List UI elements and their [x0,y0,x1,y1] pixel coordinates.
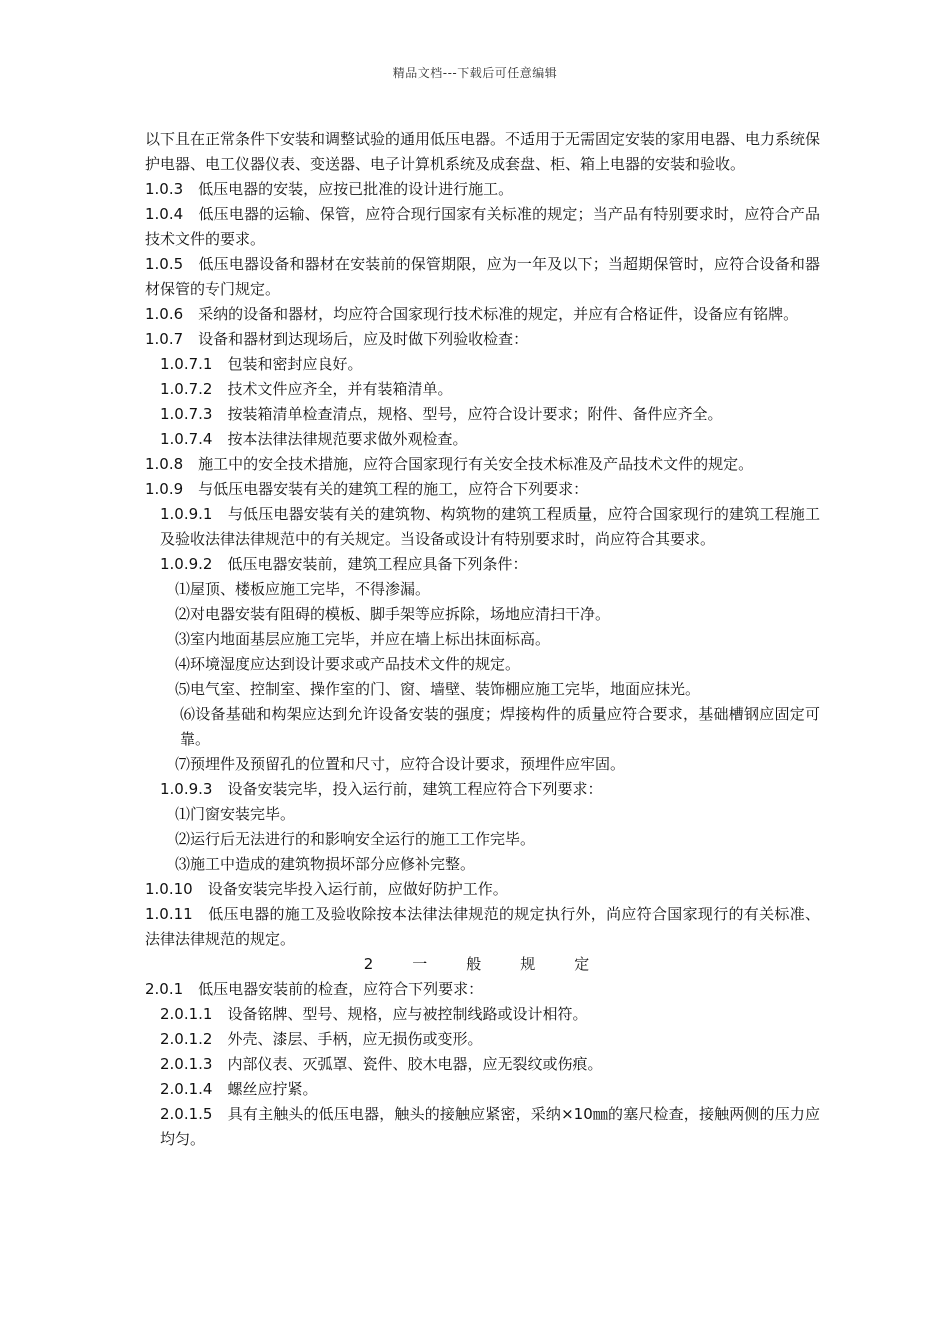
paragraph: ⑷环境湿度应达到设计要求或产品技术文件的规定。 [175,655,521,673]
section-title: 2 一 般 规 定 [363,955,602,973]
paragraph: ⑶施工中造成的建筑物损坏部分应修补完整。 [175,855,476,873]
paragraph: 2.0.1.2 外壳、漆层、手柄，应无损伤或变形。 [160,1030,483,1048]
paragraph: 1.0.3 低压电器的安装，应按已批准的设计进行施工。 [145,180,514,198]
paragraph: ⑺预埋件及预留孔的位置和尺寸，应符合设计要求，预埋件应牢固。 [175,755,626,773]
paragraph: ⑴屋顶、楼板应施工完毕，不得渗漏。 [175,580,431,598]
paragraph: 1.0.10 设备安装完毕投入运行前，应做好防护工作。 [145,880,508,898]
paragraph: 2.0.1 低压电器安装前的检查，应符合下列要求： [145,980,484,998]
paragraph: 1.0.7.4 按本法律法律规范要求做外观检查。 [160,430,468,448]
paragraph: ⑵对电器安装有阻碍的模板、脚手架等应拆除，场地应清扫干净。 [175,605,611,623]
paragraph: 1.0.6 采纳的设备和器材，均应符合国家现行技术标准的规定，并应有合格证件，设备应有铭牌。 [145,305,799,323]
paragraph: 2.0.1.3 内部仪表、灭弧罩、瓷件、胶木电器，应无裂纹或伤痕。 [160,1055,603,1073]
paragraph: ⑴门窗安装完毕。 [175,805,296,823]
paragraph: 以下且在正常条件下安装和调整试验的通用低压电器。不适用于无需固定安装的家用电器、电力系统保护电器、电工仪器仪表、变送器、电子计算机系统及成套盘、柜、箱上电器的安装和验收。 [145,130,821,173]
paragraph: 1.0.7.1 包装和密封应良好。 [160,355,363,373]
paragraph: 1.0.7.2 技术文件应齐全，并有装箱清单。 [160,380,453,398]
paragraph: 1.0.9.3 设备安装完毕，投入运行前，建筑工程应符合下列要求： [160,780,603,798]
paragraph: 1.0.7.3 按装箱清单检查清点，规格、型号，应符合设计要求；附件、备件应齐全。 [160,405,723,423]
paragraph: ⑵运行后无法进行的和影响安全运行的施工工作完毕。 [175,830,536,848]
paragraph: ⑸电气室、控制室、操作室的门、窗、墙壁、装饰棚应施工完毕，地面应抹光。 [175,680,701,698]
page-header: 精品文档---下载后可任意编辑 [392,66,558,80]
paragraph: 1.0.4 低压电器的运输、保管，应符合现行国家有关标准的规定；当产品有特别要求时，应符合产品技术文件的要求。 [145,205,820,248]
paragraph: 2.0.1.1 设备铭牌、型号、规格，应与被控制线路或设计相符。 [160,1005,588,1023]
paragraph: 1.0.8 施工中的安全技术措施，应符合国家现行有关安全技术标准及产品技术文件的规定。 [145,455,754,473]
paragraph: 1.0.5 低压电器设备和器材在安装前的保管期限，应为一年及以下；当超期保管时，应符合设备和器材保管的专门规定。 [145,255,820,298]
paragraph: ⑹设备基础和构架应达到允许设备安装的强度；焊接构件的质量应符合要求，基础槽钢应固定可靠。 [180,705,820,748]
paragraph: 2.0.1.4 螺丝应拧紧。 [160,1080,318,1098]
paragraph: 1.0.9.1 与低压电器安装有关的建筑物、构筑物的建筑工程质量，应符合国家现行的建筑工程施工及验收法律法律规范中的有关规定。当设备或设计有特别要求时，尚应符合其要求。 [160,505,820,548]
paragraph: ⑶室内地面基层应施工完毕，并应在墙上标出抹面标高。 [175,630,551,648]
document-body [145,127,820,1152]
paragraph: 1.0.11 低压电器的施工及验收除按本法律法律规范的规定执行外，尚应符合国家现行的有关标准、法律法律规范的规定。 [145,905,820,948]
paragraph: 1.0.9 与低压电器安装有关的建筑工程的施工，应符合下列要求： [145,480,589,498]
paragraph: 1.0.9.2 低压电器安装前，建筑工程应具备下列条件： [160,555,528,573]
paragraph: 1.0.7 设备和器材到达现场后，应及时做下列验收检查： [145,330,529,348]
paragraph: 2.0.1.5 具有主触头的低压电器，触头的接触应紧密，采纳×10㎜的塞尺检查，接触两侧的压力应均匀。 [160,1105,820,1148]
